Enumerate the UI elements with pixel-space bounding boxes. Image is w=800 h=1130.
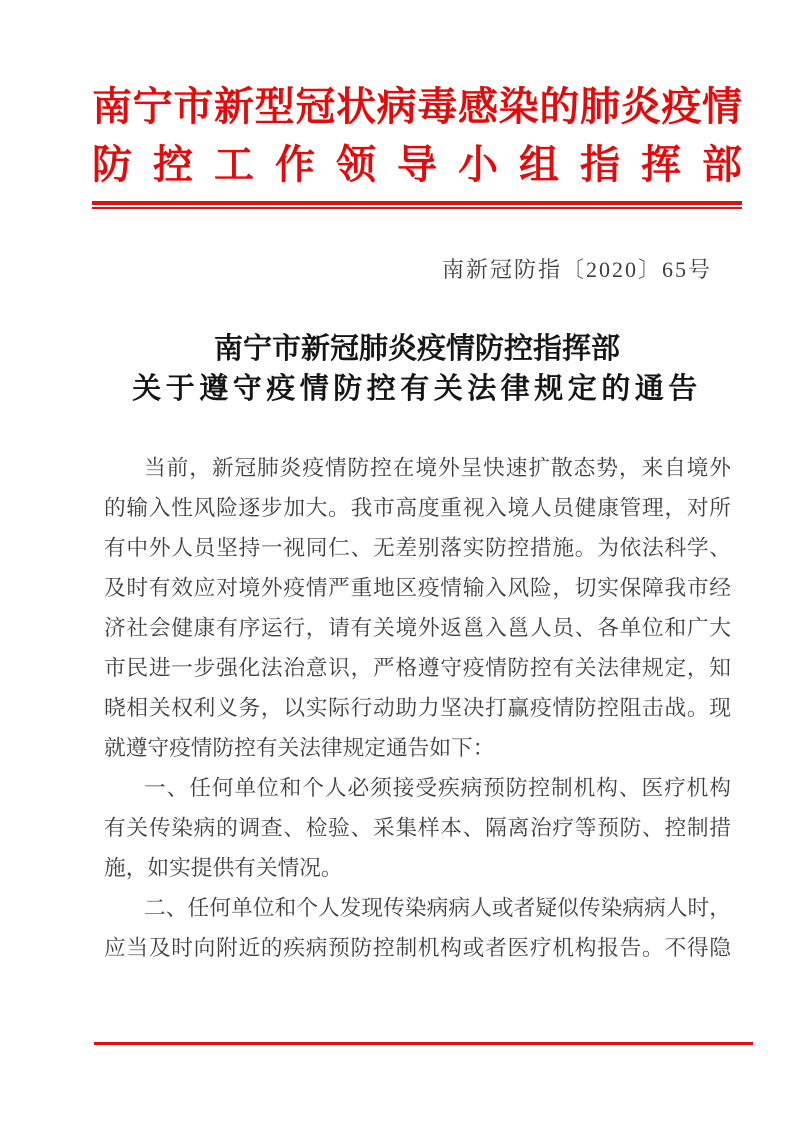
body-line-p1-1: 当前，新冠肺炎疫情防控在境外呈快速扩散态势，来自境外	[144, 456, 731, 480]
notice-title-line1: 南宁市新冠肺炎疫情防控指挥部	[213, 333, 620, 365]
red-bottom-rule	[94, 1042, 753, 1045]
body-line-p1-4: 及时有效应对境外疫情严重地区疫情输入风险，切实保障我市经	[104, 576, 731, 600]
body-line-p3-1: 二、任何单位和个人发现传染病病人或者疑似传染病病人时，	[144, 896, 731, 920]
body-line-p1-6: 市民进一步强化法治意识，严格遵守疫情防控有关法律规定，知	[104, 656, 731, 680]
letterhead-org-line1: 南宁市新型冠状病毒感染的肺炎疫情	[92, 84, 742, 129]
body-line-p1-3: 有中外人员坚持一视同仁、无差别落实防控措施。为依法科学、	[104, 536, 731, 560]
body-line-p3-2: 应当及时向附近的疾病预防控制机构或者医疗机构报告。不得隐	[104, 936, 731, 960]
body-line-p1-8: 就遵守疫情防控有关法律规定通告如下：	[104, 736, 495, 760]
notice-title-line2: 关于遵守疫情防控有关法律规定的通告	[132, 373, 702, 405]
body-line-p2-2: 有关传染病的调查、检验、采集样本、隔离治疗等预防、控制措	[104, 816, 731, 840]
letterhead	[92, 78, 742, 194]
notice-body	[104, 448, 731, 968]
body-line-p1-5: 济社会健康有序运行，请有关境外返邕入邕人员、各单位和广大	[104, 616, 731, 640]
letterhead-org-line2: 防控工作领导小组指挥部	[92, 142, 742, 187]
body-line-p1-2: 的输入性风险逐步加大。我市高度重视入境人员健康管理，对所	[104, 496, 731, 520]
body-line-p1-7: 晓相关权利义务，以实际行动助力坚决打赢疫情防控阻击战。现	[104, 696, 731, 720]
notice-title	[92, 329, 742, 409]
red-double-rule	[92, 201, 742, 209]
body-line-p2-3: 施，如实提供有关情况。	[104, 856, 343, 880]
body-line-p2-1: 一、任何单位和个人必须接受疾病预防控制机构、医疗机构	[144, 776, 731, 800]
document-number: 南新冠防指〔2020〕65号	[441, 257, 712, 282]
